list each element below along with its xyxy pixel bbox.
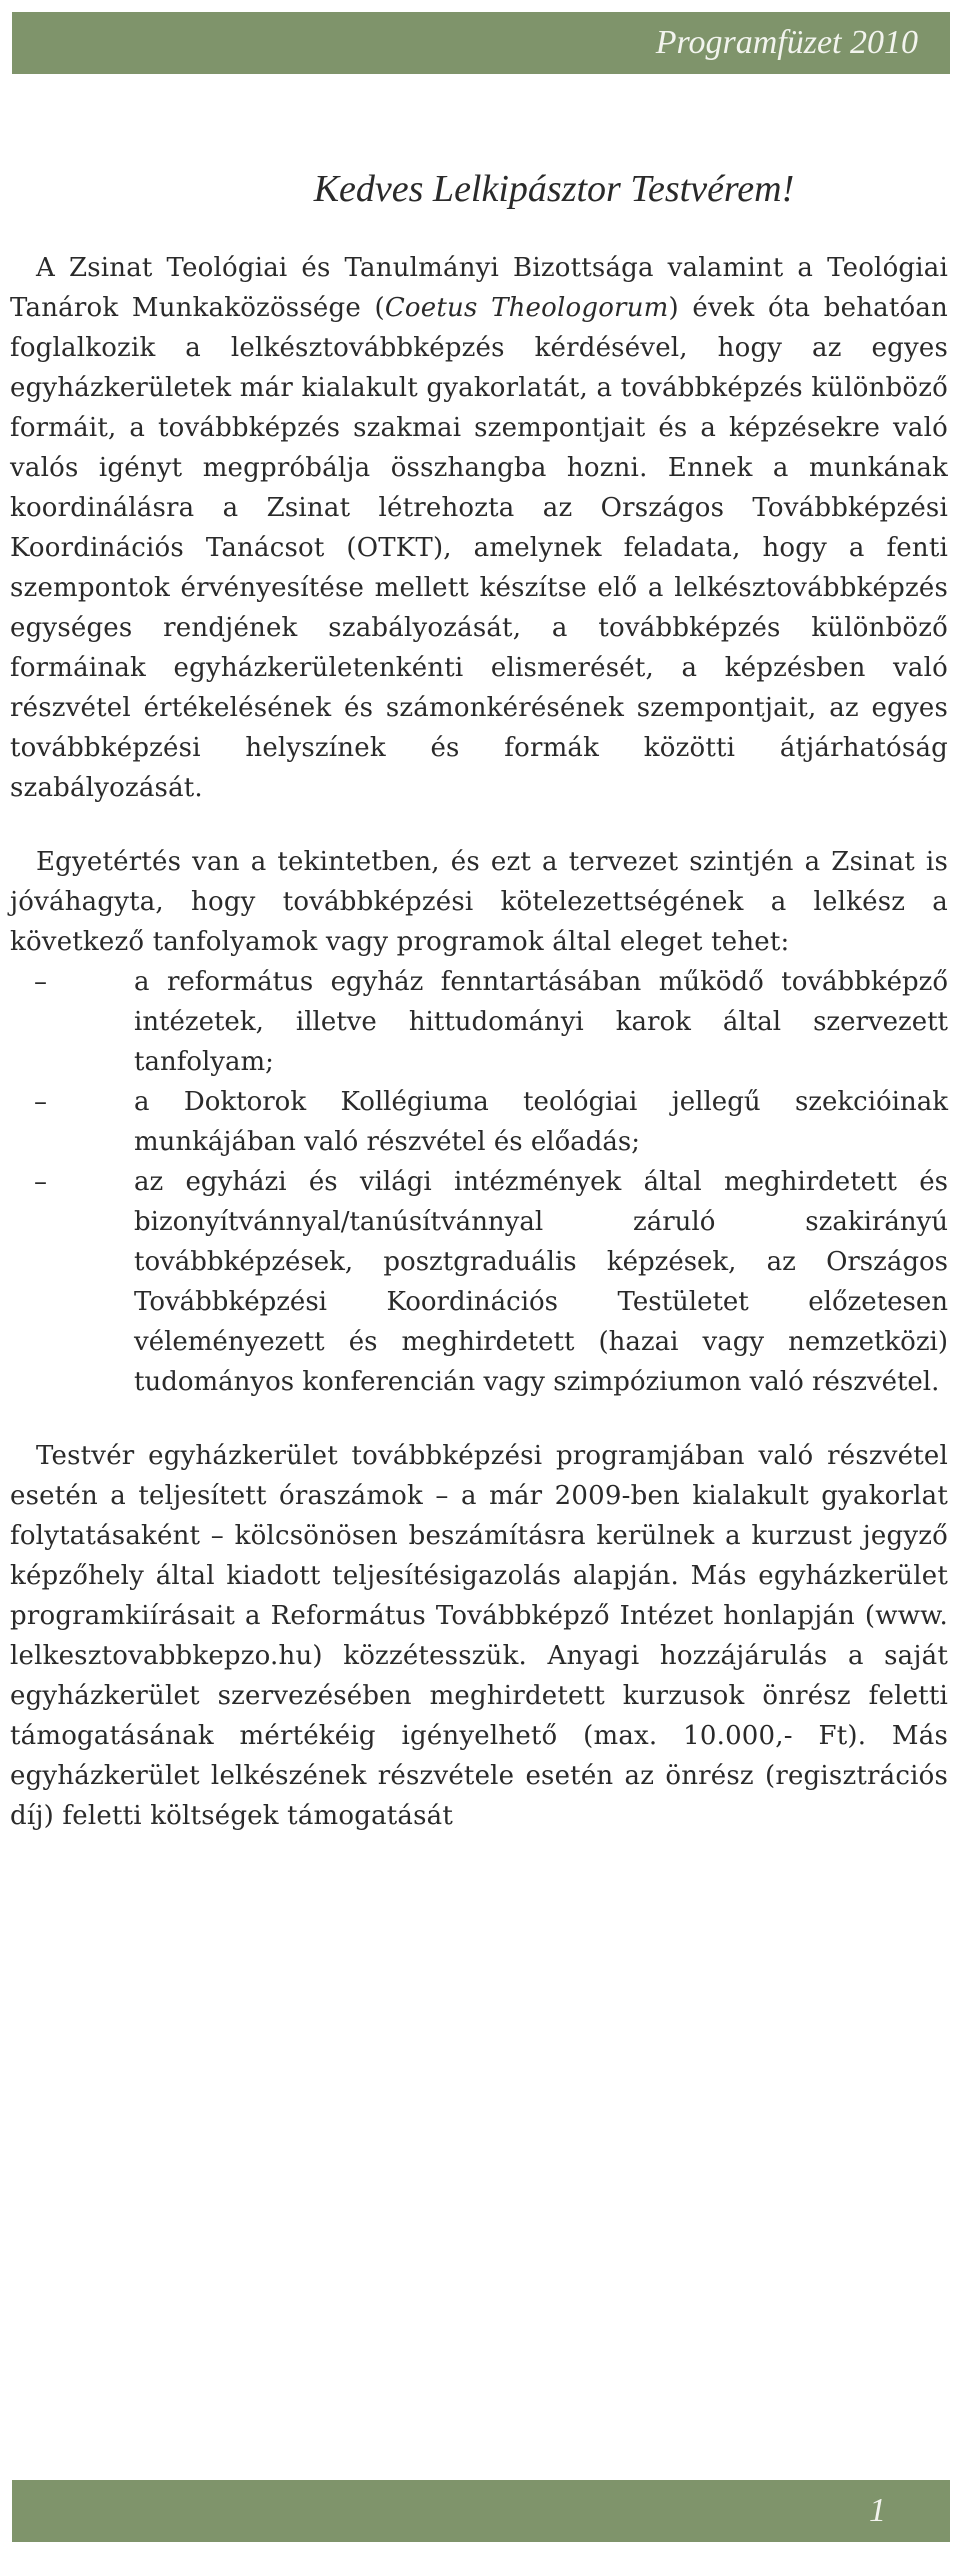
list-item — [10, 1082, 948, 1162]
dash-marker: – — [34, 1087, 47, 1117]
paragraph-3: Testvér egyházkerület továbbképzési programjában való részvétel esetén a teljesített óraszámok – a már 2009-ben kialakult gyakorlat folytatásaként – kölcsönösen beszámításra kerülnek a kurzust jegyző képzőhely által kiadott teljesítésigazolás alapján. Más egyházkerület programkiírásait a Református Továbbképző Intézet honlapján (www. lelkesztovabbkepzo.hu) közzétesszük. Anyagi hozzájárulás a saját egyházkerület szervezésében meghirdetett kurzusok önrész feletti támogatásának mértékéig igényelhető (max. 10.000,- Ft). Más egyházkerület lelkészének részvétele esetén az önrész (regisztrációs díj) feletti költségek támogatását — [10, 1441, 948, 1831]
list-item-text: az egyházi és világi intézmények által meghirdetett és bizonyítvánnyal/tanúsítvánnyal záruló szakirányú továbbképzések, posztgraduális képzések, az Országos Továbbképzési Koordinációs Testületet előzetesen véleményezett és meghirdetett (hazai vagy nemzetközi) tudományos konferencián vagy szimpóziumon való részvétel. — [134, 1167, 948, 1397]
salutation: Kedves Lelkipásztor Testvérem! — [313, 168, 795, 210]
paragraph-1-text-b: ) évek óta behatóan foglalkozik a lelkésztovábbképzés kérdésével, hogy az egyes egyházkerületek már kialakult gyakorlatát, a továbbképzés különböző formáit, a továbbképzés szakmai szempontjait és a képzésekre való valós igényt megpróbálja összhangba hozni. Ennek a munkának koordinálásra a Zsinat létrehozta az Országos Továbbképzési Koordinációs Tanácsot (OTKT), amelynek feladata, hogy a fenti szempontok érvényesítése mellett készítse elő a lelkésztovábbképzés egységes rendjének szabályozását, a továbbképzés különböző formáinak egyházkerületenkénti elismerését, a képzésben való részvétel értékelésének és számonkérésének szempontjait, az egyes továbbképzési helyszínek és formák közötti átjárhatóság szabályozását. — [10, 293, 948, 803]
page-content — [10, 168, 948, 1836]
list-item-text: a Doktorok Kollégiuma teológiai jellegű szekcióinak munkájában való részvétel és előadás; — [134, 1087, 948, 1157]
dash-marker: – — [34, 1167, 47, 1197]
paragraph-1-italic: Coetus Theologorum — [384, 293, 669, 323]
footer-bar — [12, 2480, 950, 2542]
paragraph-1-text-a: A Zsinat Teológiai és Tanulmányi Bizottsága valamint a Teológiai Tanárok Munkaközössége ( — [10, 253, 948, 323]
paragraph-2: Egyetértés van a tekintetben, és ezt a tervezet szintjén a Zsinat is jóváhagyta, hogy továbbképzési kötelezettségének a lelkész a következő tanfolyamok vagy programok által eleget tehet: — [10, 847, 948, 957]
list-item — [10, 1162, 948, 1402]
list-item — [10, 962, 948, 1082]
header-bar — [12, 12, 950, 74]
requirements-list — [10, 962, 948, 1402]
page-number: 1 — [869, 2492, 886, 2529]
list-item-text: a református egyház fenntartásában működő továbbképző intézetek, illetve hittudományi karok által szervezett tanfolyam; — [134, 967, 948, 1077]
paragraph-1 — [10, 248, 948, 808]
dash-marker: – — [34, 967, 47, 997]
document-title: Programfüzet 2010 — [655, 24, 918, 61]
